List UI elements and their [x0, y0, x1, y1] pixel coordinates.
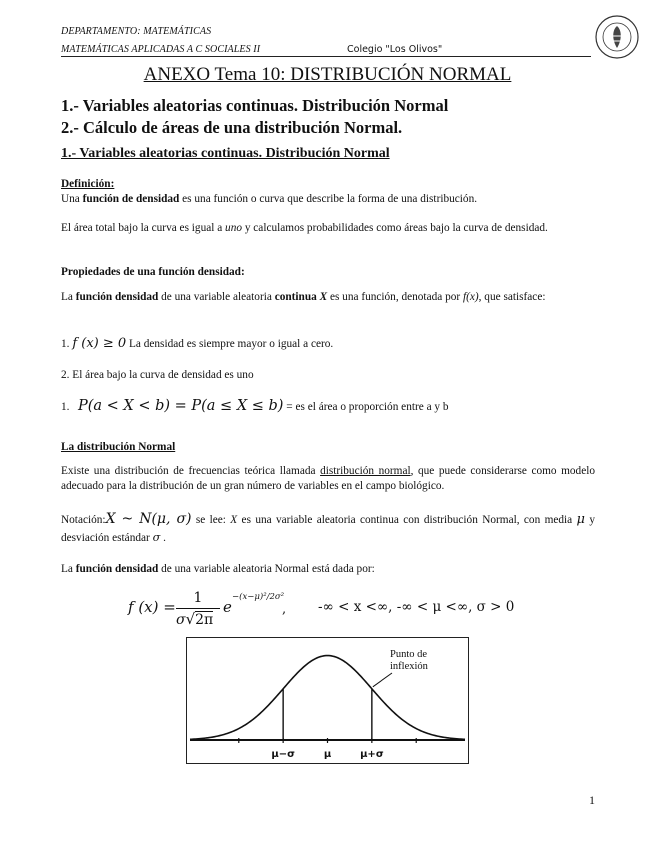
- definition-text: Una función de densidad es una función o curva que describe la forma de una distribución.: [61, 193, 478, 205]
- area-paragraph: El área total bajo la curva es igual a uno y calculamos probabilidades como áreas bajo la curva de densidad.: [61, 222, 548, 234]
- normal-intro: Existe una distribución de frecuencias teórica llamada distribución normal, que puede considerarse como modelo adecuado para la distribución de un gran número de variables en el campo biológico.: [61, 465, 595, 492]
- formula-comma: ,: [282, 602, 287, 617]
- properties-heading: Propiedades de una función densidad:: [61, 266, 245, 278]
- formula-lhs: f (x) =: [128, 598, 176, 616]
- formula-denominator: σ√2π: [176, 610, 214, 628]
- toc-item-2: 2.- Cálculo de áreas de una distribución Normal.: [61, 118, 403, 137]
- property-item-3: 1. P(a < X < b) = P(a ≤ X ≤ b) = es el área o proporción entre a y b: [61, 398, 449, 414]
- formula-conditions: -∞ < x <∞, -∞ < μ <∞, σ > 0: [318, 599, 515, 615]
- formula-e: e: [223, 598, 232, 616]
- property-item-2: 2. El área bajo la curva de densidad es uno: [61, 369, 254, 381]
- definition-label: Definición:: [61, 178, 115, 190]
- toc-item-1: 1.- Variables aleatorias continuas. Distribución Normal: [61, 96, 449, 115]
- formula-numerator: 1: [193, 590, 203, 606]
- properties-paragraph: La función densidad de una variable aleatoria continua X es una función, denotada por f(x), que satisface:: [61, 291, 546, 303]
- header-department: DEPARTAMENTO: MATEMÁTICAS: [61, 26, 212, 37]
- notation-paragraph: Notación:X ~ N(μ, σ) se lee: X es una variable aleatoria continua con distribución Normal, con media μ y desviación estándar σ .: [61, 511, 595, 544]
- tick-label: μ−σ: [271, 749, 295, 760]
- normal-heading: La distribución Normal: [61, 441, 176, 453]
- tick-label: μ+σ: [360, 749, 384, 760]
- inflection-annotation: inflexión: [390, 661, 428, 672]
- tick-label: μ: [323, 749, 332, 760]
- fraction-bar: [176, 608, 220, 609]
- school-seal-icon: [594, 14, 640, 60]
- section-heading-1: 1.- Variables aleatorias continuas. Distribución Normal: [61, 146, 390, 161]
- density-paragraph: La función densidad de una variable aleatoria Normal está dada por:: [61, 563, 375, 575]
- inflection-annotation: Punto de: [390, 649, 428, 660]
- normal-curve-chart: [186, 637, 469, 764]
- property-item-1: 1. f (x) ≥ 0 La densidad es siempre mayor o igual a cero.: [61, 336, 334, 351]
- header-subject: MATEMÁTICAS APLICADAS A C SOCIALES II: [61, 44, 261, 55]
- formula-exponent: −(x−μ)²/2σ²: [232, 592, 285, 602]
- header-rule: [61, 56, 591, 57]
- header-school: Colegio "Los Olivos": [347, 44, 443, 55]
- page-title: ANEXO Tema 10: DISTRIBUCIÓN NORMAL: [143, 64, 512, 85]
- page-number: 1: [589, 793, 595, 807]
